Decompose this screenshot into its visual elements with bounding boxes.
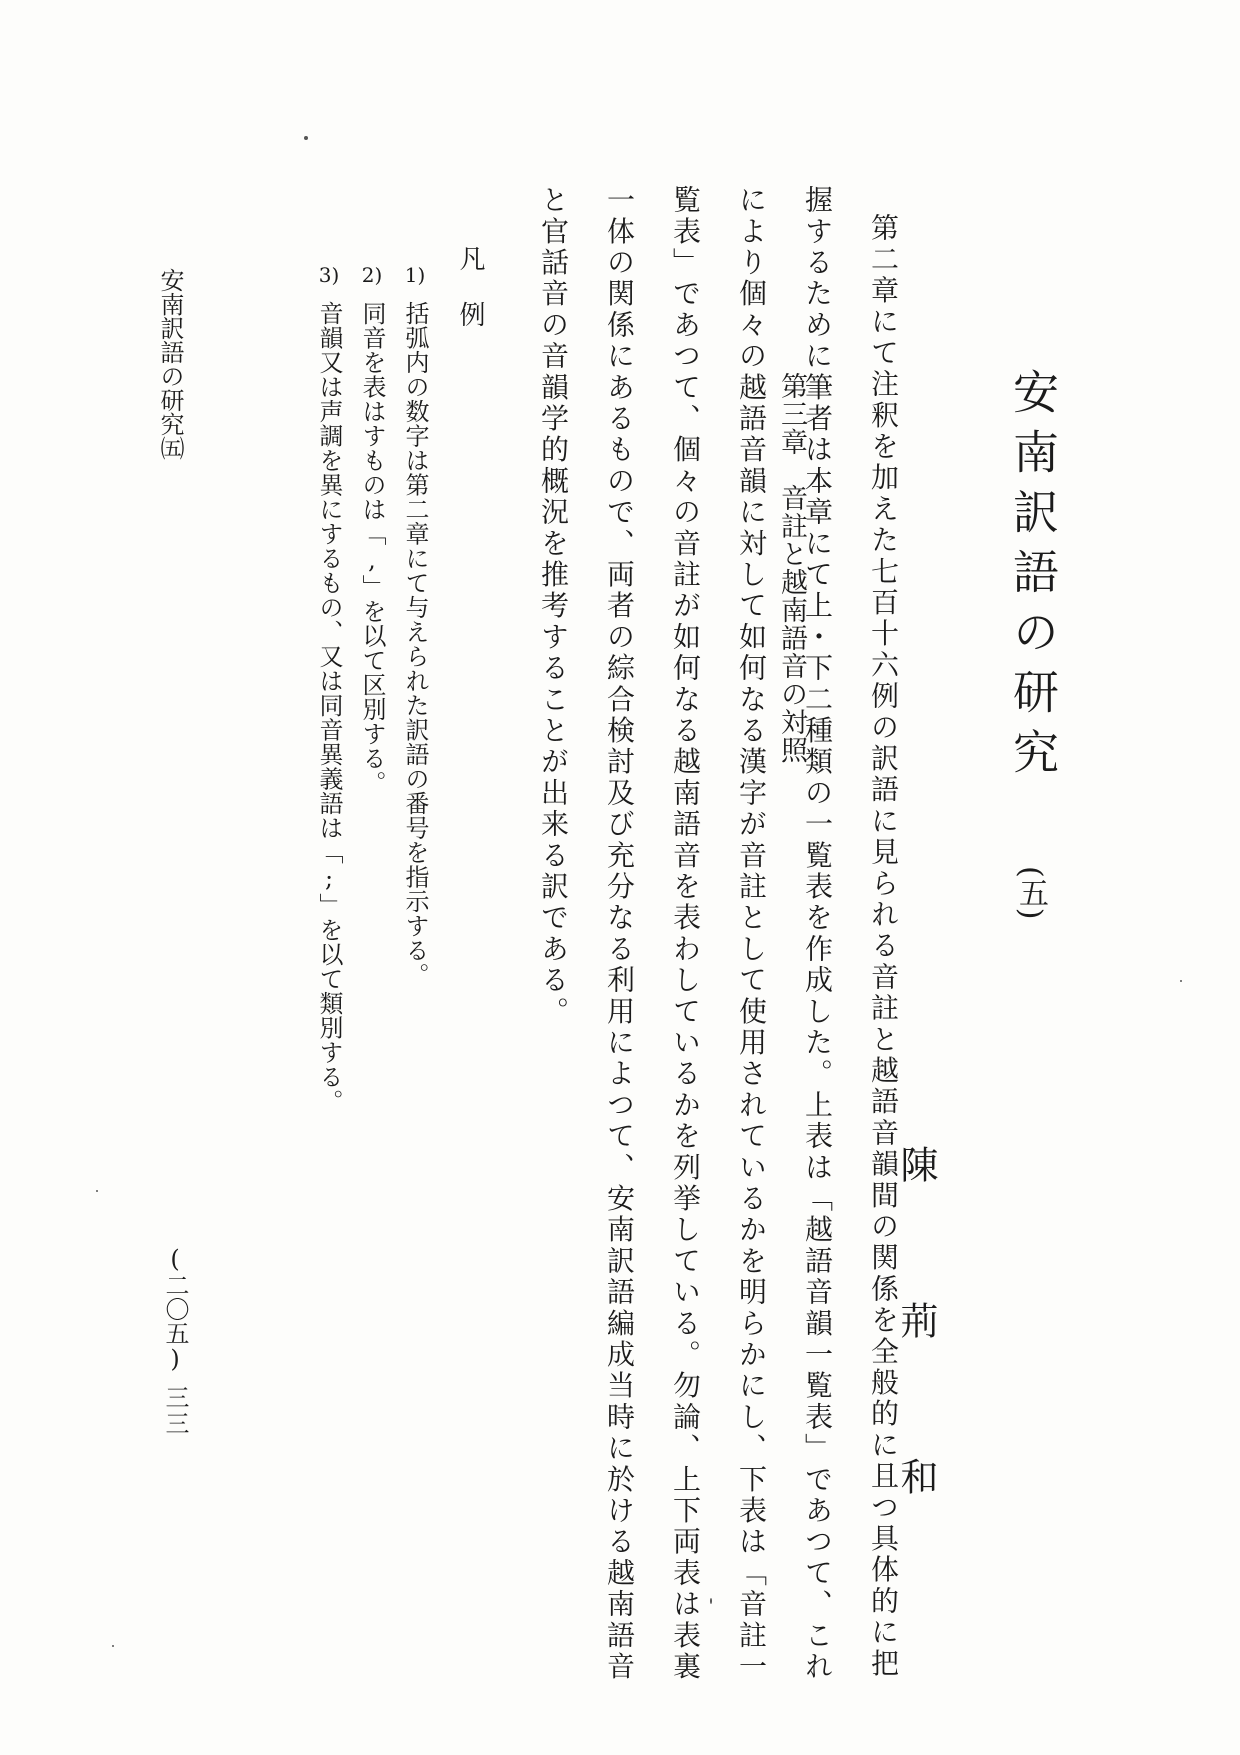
running-title: 安南訳語の研究㈤ xyxy=(156,268,184,460)
body-paragraph xyxy=(520,185,916,1685)
scan-speck xyxy=(1180,980,1182,982)
convention-text: 音韻又は声調を異にするもの、又は同音異義語は「;」を以て類別する。 xyxy=(315,301,343,1114)
convention-number: 1) xyxy=(404,265,426,285)
chapter-number: 第三章 xyxy=(776,372,807,456)
original-page-number: (二〇五) xyxy=(161,1245,189,1373)
scan-speck xyxy=(710,1598,712,1604)
convention-item xyxy=(400,265,430,987)
scan-speck xyxy=(112,1645,114,1647)
scan-speck xyxy=(96,1190,98,1192)
scan-speck xyxy=(304,136,308,140)
convention-text: 同音を表はすものは「,」を以て区別する。 xyxy=(358,301,386,795)
author-name: 陳荊和 xyxy=(894,1145,938,1613)
chapter-title: 音註と越南語音の対照 xyxy=(776,484,807,764)
convention-number: 2) xyxy=(361,265,383,285)
convention-number: 3) xyxy=(318,265,340,285)
conventions-heading: 凡例 xyxy=(455,245,485,357)
page-number: 三三 xyxy=(161,1385,189,1437)
article-title: 安南訳語の研究 xyxy=(1006,368,1060,788)
convention-item xyxy=(357,265,387,795)
body-paragraph-text: 第二章にて注釈を加えた七百十六例の訳語に見られる音註と越語音韻間の関係を全般的に且つ具体的に把握するために筆者は本章にて上・下二種類の一覧表を作成した。上表は「越語音韻一覧表」であつて、これにより個々の越語音韻に対して如何なる漢字が音註として使用されているかを明らかにし、下表は「音註一覧表」であつて、個々の音註が如何なる越南語音を表わしているかを列挙している。勿論、上下両表は表裏一体の関係にあるもので、両者の綜合検討及び充分なる利用によつて、安南訳語編成当時に於ける越南語音と官話音の音韻学的概況を推考することが出来る訳である。 xyxy=(537,185,900,1683)
convention-text: 括弧内の数字は第二章にて与えられた訳語の番号を指示する。 xyxy=(401,301,429,987)
convention-item xyxy=(314,265,344,1114)
article-part-number: (五) xyxy=(1013,866,1048,920)
